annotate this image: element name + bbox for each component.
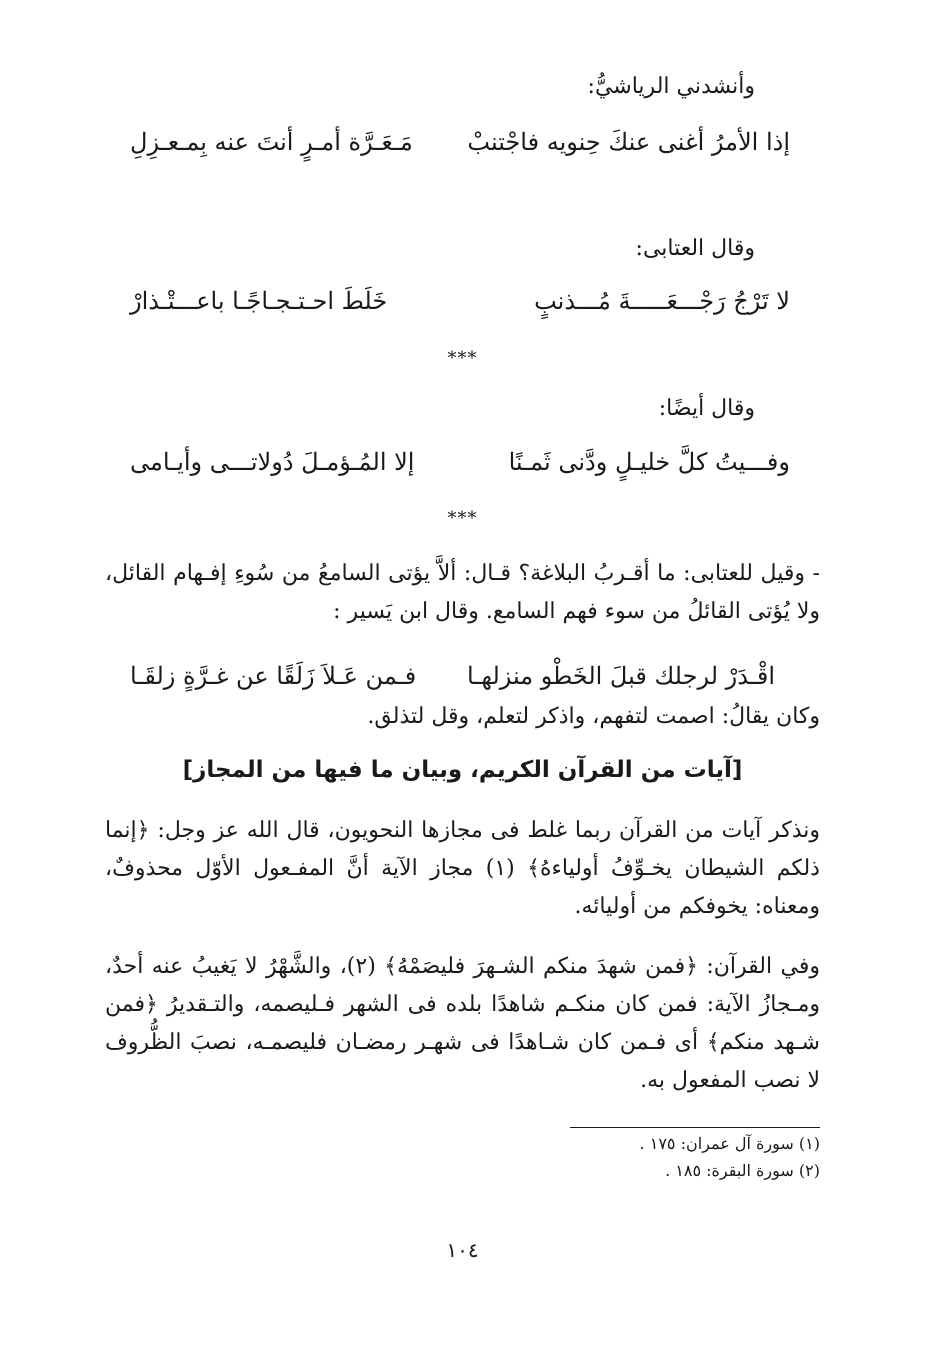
footnote-rule: [570, 1127, 820, 1128]
footnote: (١) سورة آل عمران: ١٧٥ .: [639, 1134, 820, 1153]
verse-right-hemistich: اقْـدَرْ لرجلك قبلَ الخَطْو منزلهـا: [467, 662, 775, 690]
verse-right-hemistich: إذا الأمرُ أغنى عنكَ حِنويه فاجْتنبْ: [467, 128, 790, 156]
poem-intro: وقال العتابى:: [635, 236, 755, 261]
verse-left-hemistich: خَلَطَ احـتـجـاجًـا باعـــتْـذارْ: [130, 287, 388, 315]
paragraph: - وقيل للعتابى: ما أقـربُ البلاغة؟ قـال: ألاَّ يؤتى السامعُ من سُوءِ إفـهام القائل، ولا يُؤتى القائلُ من سوء فهم السامع. وقال ابن يَسير :: [105, 561, 820, 624]
section-separator: ***: [447, 508, 478, 529]
footnote: (٢) سورة البقرة: ١٨٥ .: [665, 1161, 820, 1180]
paragraph: وكان يقالُ: اصمت لتفهم، واذكر لتعلم، وقل لتذلق.: [367, 704, 820, 729]
poem-intro: وقال أيضًا:: [658, 396, 755, 421]
poem-intro: وأنشدني الرياشيُّ:: [587, 74, 755, 99]
verse-left-hemistich: مَـعَـرَّة أمـرٍ أنتَ عنه بِمـعـزِلِ: [130, 128, 413, 156]
paragraph: ونذكر آيات من القرآن ربما غلط فى مجازها النحويون، قال الله عز وجل: ﴿إنما ذلكم الشيطان يخـوِّفُ أولياءهُ﴾ (١) مجاز الآية أنَّ المفـعول الأوّل محذوفٌ، ومعناه: يخوفكم من أوليائه.: [105, 818, 820, 919]
verse-right-hemistich: لا تَرْجُ رَجْـــعَـــــةَ مُـــذنبٍ: [534, 287, 790, 315]
paragraph: وفي القرآن: ﴿فمن شهدَ منكم الشـهرَ فليصَمْهُ﴾ (٢)، والشَّهْرُ لا يَغيبُ عنه أحدٌ، ومـجازُ الآية: فمن كان منكـم شاهدًا بلده فى الشهر فـليصمه، والتـقديرُ ﴿فمن شـهد منكم﴾ أى فـمن كان شـاهدًا فى شهـر رمضـان فليصمـه، نصبَ الظُّروف لا نصب المفعول به.: [105, 954, 820, 1093]
section-heading: [آيات من القرآن الكريم، وبيان ما فيها من المجاز]: [182, 757, 743, 783]
section-separator: ***: [447, 348, 478, 369]
verse-left-hemistich: إلا المُـؤمـلَ دُولاتـــى وأيـامى: [130, 448, 415, 476]
verse-left-hemistich: فـمن عَـلاَ زَلَقًا عن غـرَّةٍ زلقَـا: [130, 662, 417, 690]
page-number: ١٠٤: [446, 1238, 479, 1262]
verse-right-hemistich: وفـــيتُ كلَّ خليـلٍ ودَّنى ثَمـنًا: [508, 448, 790, 476]
